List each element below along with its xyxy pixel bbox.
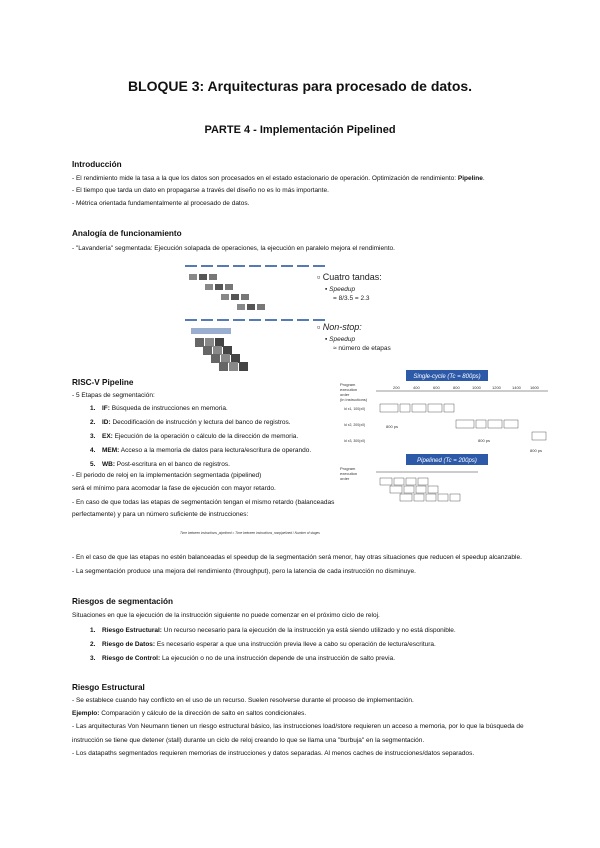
intro-line-2: - El tiempo que tarda un dato en propagarse a través del diseño no es lo más importante.: [72, 187, 329, 194]
riscv-heading: RISC-V Pipeline: [72, 378, 134, 387]
analogy-line-1: - "Lavandería" segmentada: Ejecución solapada de operaciones, la ejecución en paralelo mejora el rendimiento.: [72, 245, 395, 252]
svg-text:1600: 1600: [530, 385, 539, 390]
intro-line-1: - El rendimiento mide la tasa a la que los datos son procesados en el estado estacionario de operación. Optimización de rendimiento: Pipeline.: [72, 175, 485, 182]
intro-line-3: - Métrica orientada fundamentalmente al procesado de datos.: [72, 200, 250, 207]
riscv-p1: - El periodo de reloj en la implementación segmentada (pipelined): [72, 472, 262, 479]
structural-l3: - Las arquitecturas Von Neumann tienen un riesgo estructural básico, las instrucciones load/store requieren un acceso a memoria, por lo que la búsqueda de: [72, 723, 524, 730]
svg-text:800 ps: 800 ps: [530, 448, 543, 453]
svg-text:400: 400: [413, 385, 420, 390]
structural-l2: Ejemplo: Comparación y cálculo de la dirección de salto en saltos condicionales.: [72, 710, 307, 717]
svg-text:1200: 1200: [492, 385, 501, 390]
stage-4: 4. MEM: Acceso a la memoria de datos para lectura/escritura de operando.: [90, 447, 312, 454]
svg-text:(in instructions): (in instructions): [340, 397, 368, 402]
structural-l4: instrucción se tiene que detener (stall) durante un ciclo de reloj creando lo que se llama una "burbuja" en la segmentación.: [72, 737, 425, 744]
riscv-p4: perfectamente) y para un número suficiente de instrucciones:: [72, 511, 249, 518]
svg-text:600: 600: [433, 385, 440, 390]
prog-label-1: Program: [340, 382, 356, 387]
analogy-bullet-2: ▫ Non-stop:: [317, 322, 362, 332]
pipelined-title: Pipelined (Tc = 200ps): [417, 458, 477, 464]
svg-text:800 ps: 800 ps: [386, 424, 399, 429]
svg-text:order: order: [340, 476, 350, 481]
stage-1: 1. IF: Búsqueda de instrucciones en memoria.: [90, 405, 228, 412]
hazard-2: 2. Riesgo de Datos: Es necesario esperar a que una instrucción previa lleve a cabo su operación de lectura/escritura.: [90, 641, 436, 648]
svg-text:800 ps: 800 ps: [478, 438, 491, 443]
single-cycle-title: Single-cycle (Tc = 800ps): [413, 374, 481, 380]
svg-text:ld x2, 200(x0): ld x2, 200(x0): [344, 423, 366, 427]
laundry-diagram: [165, 258, 435, 376]
svg-text:ld x3, 300(x0): ld x3, 300(x0): [344, 439, 366, 443]
analogy-heading: Analogía de funcionamiento: [72, 229, 182, 238]
structural-heading: Riesgo Estructural: [72, 683, 145, 692]
hazards-intro: Situaciones en que la ejecución de la instrucción siguiente no puede comenzar en el próximo ciclo de reloj.: [72, 612, 380, 619]
stage-5: 5. WB: Post-escritura en el banco de registros.: [90, 461, 230, 468]
speedup-formula: Time between instructions_pipelined = Time between instructions_nonpipelined / Number of stages: [180, 531, 320, 535]
svg-text:Program: Program: [340, 466, 356, 471]
pipeline-diagram: [338, 370, 554, 502]
analogy-sub-1b: = 8/3.5 = 2.3: [333, 295, 370, 302]
analogy-sub-2a: ▪ Speedup: [325, 336, 356, 343]
stage-3: 3. EX: Ejecución de la operación o cálculo de la dirección de memoria.: [90, 433, 299, 440]
riscv-intro: - 5 Etapas de segmentación:: [72, 392, 155, 399]
svg-text:order: order: [340, 392, 350, 397]
hazard-3: 3. Riesgo de Control: La ejecución o no de una instrucción depende de una instrucción de salto previa.: [90, 655, 396, 662]
structural-l1: - Se establece cuando hay conflicto en el uso de un recurso. Suelen resolverse durante el proceso de implementación.: [72, 697, 414, 704]
svg-text:200: 200: [393, 385, 400, 390]
analogy-sub-1a: ▪ Speedup: [325, 286, 356, 293]
hazard-1: 1. Riesgo Estructural: Un recurso necesario para la ejecución de la instrucción ya está siendo utilizado y no está disponible.: [90, 627, 456, 634]
riscv-p5: - En el caso de que las etapas no estén balanceadas el speedup de la segmentación será menor, hay otras situaciones que reducen el speedup alcanzable.: [72, 554, 522, 561]
hazards-heading: Riesgos de segmentación: [72, 597, 174, 606]
structural-l5: - Los datapaths segmentados requieren memorias de instrucciones y datos separadas. Al menos caches de instrucciones/datos separados.: [72, 750, 475, 757]
page-subtitle: PARTE 4 - Implementación Pipelined: [204, 124, 396, 136]
stage-2: 2. ID: Decodificación de instrucción y lectura del banco de registros.: [90, 419, 291, 426]
page-title: BLOQUE 3: Arquitecturas para procesado de datos.: [127, 78, 473, 94]
svg-text:execution: execution: [340, 387, 358, 392]
intro-heading: Introducción: [72, 160, 122, 169]
single-ticks: [393, 385, 540, 390]
riscv-p3: - En caso de que todas las etapas de segmentación tengan el mismo retardo (balanceadas: [72, 499, 335, 506]
svg-text:1000: 1000: [472, 385, 481, 390]
svg-text:800: 800: [453, 385, 460, 390]
analogy-sub-2b: ≈ número de etapas: [333, 345, 391, 352]
analogy-bullet-1: ▫ Cuatro tandas:: [317, 272, 382, 282]
svg-text:execution: execution: [340, 471, 358, 476]
svg-text:ld x1, 100(x0): ld x1, 100(x0): [344, 407, 366, 411]
riscv-p2: será el mínimo para acomodar la fase de ejecución con mayor retardo.: [72, 485, 276, 492]
svg-text:1400: 1400: [512, 385, 521, 390]
riscv-p6: - La segmentación produce una mejora del rendimiento (throughput), pero la latencia de cada instrucción no disminuye.: [72, 568, 416, 575]
